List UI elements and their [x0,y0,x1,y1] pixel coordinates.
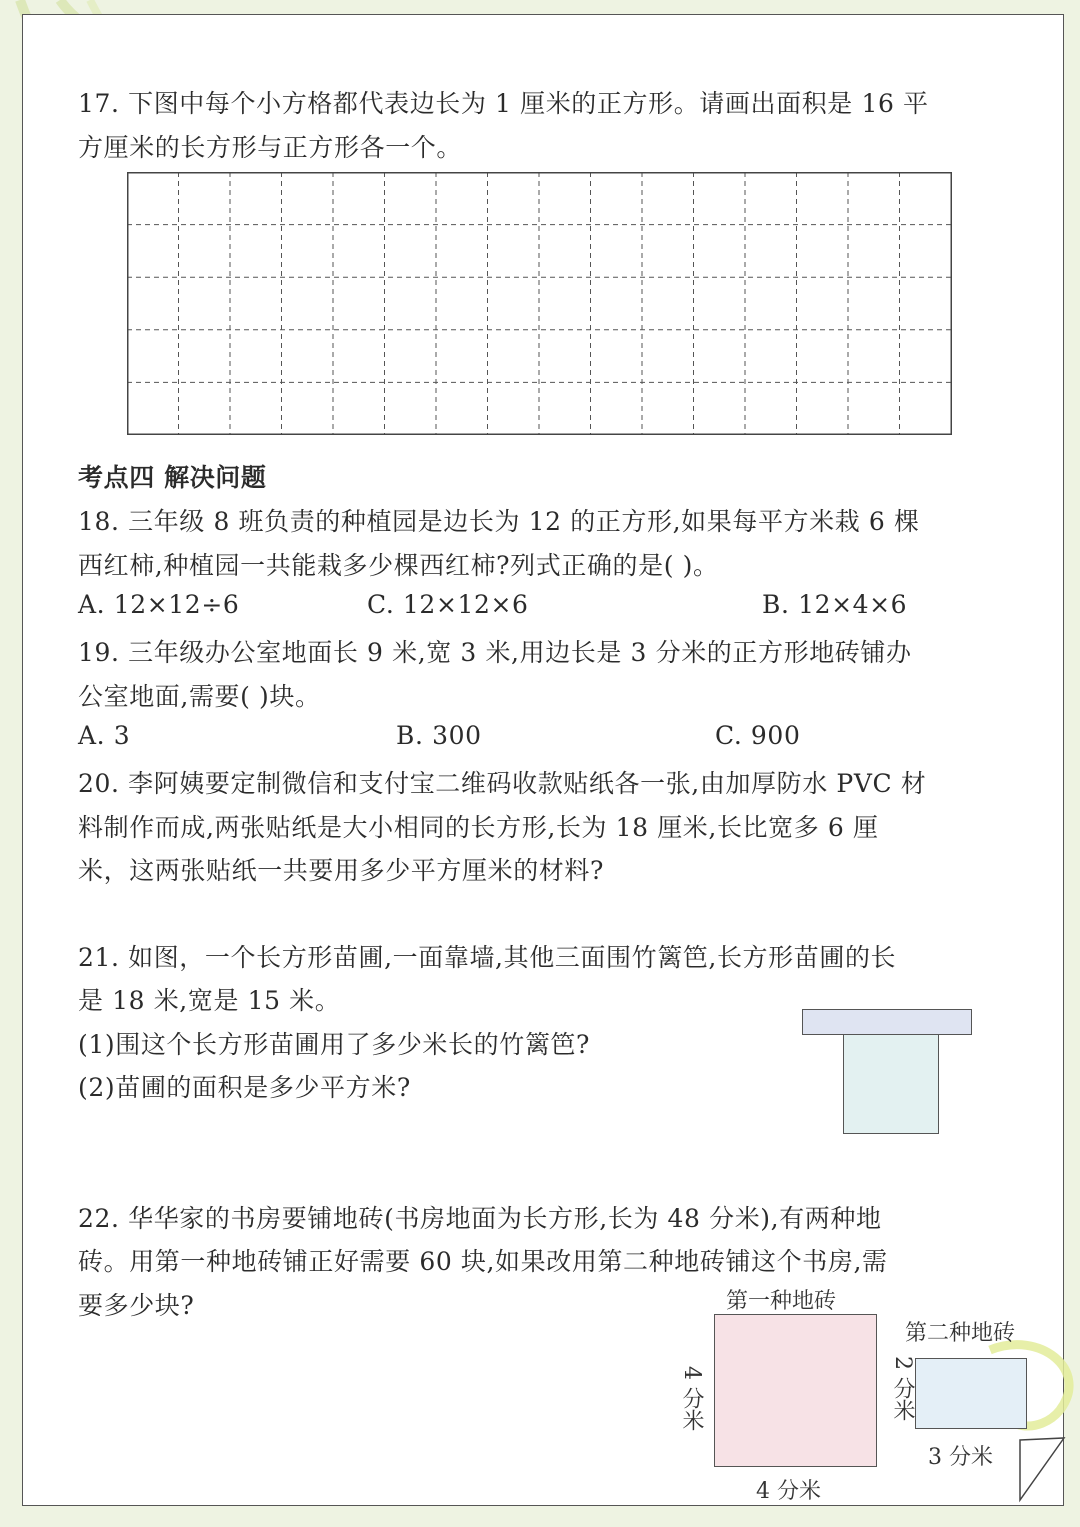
q18-option-c[interactable]: C. 12×12×6 [367,590,529,619]
tile1-bottom-label: 4 分米 [756,1479,821,1504]
q21-line-1: 21. 如图，一个长方形苗圃,一面靠墙,其他三面围竹篱笆,长方形苗圃的长 [78,943,897,972]
tile2-title: 第二种地砖 [905,1321,1016,1346]
nursery-rectangle [843,1035,939,1134]
q22-line-3: 要多少块? [78,1291,195,1320]
q18-line-2: 西红柿,种植园一共能栽多少棵西红柿?列式正确的是( )。 [78,551,719,580]
tile2-rectangle [915,1358,1027,1429]
section-heading: 考点四 解决问题 [78,463,267,492]
tile1-title: 第一种地砖 [726,1289,837,1314]
q20-line-1: 20. 李阿姨要定制微信和支付宝二维码收款贴纸各一张,由加厚防水 PVC 材 [78,769,927,798]
tile1-side-label: 4 分米 [679,1366,704,1431]
q19-option-a[interactable]: A. 3 [78,721,131,750]
q18-line-1: 18. 三年级 8 班负责的种植园是边长为 12 的正方形,如果每平方米栽 6 棵 [78,507,920,536]
q21-subquestion-2: (2)苗圃的面积是多少平方米? [78,1073,411,1102]
q19-line-2: 公室地面,需要( )块。 [78,682,321,711]
q20-line-2: 料制作而成,两张贴纸是大小相同的长方形,长为 18 厘米,长比宽多 6 厘 [78,813,879,842]
square-grid[interactable] [127,172,952,435]
tile1-square [714,1314,877,1467]
q19-option-c[interactable]: C. 900 [715,721,801,750]
q17-line-1: 17. 下图中每个小方格都代表边长为 1 厘米的正方形。请画出面积是 16 平 [78,89,929,118]
q18-option-a[interactable]: A. 12×12÷6 [78,590,240,619]
q21-subquestion-1: (1)围这个长方形苗圃用了多少米长的竹篱笆? [78,1030,591,1059]
q22-line-2: 砖。用第一种地砖铺正好需要 60 块,如果改用第二种地砖铺这个书房,需 [78,1247,888,1276]
q19-option-b[interactable]: B. 300 [396,721,482,750]
q20-line-3: 米，这两张贴纸一共要用多少平方厘米的材料? [78,856,605,885]
q22-line-1: 22. 华华家的书房要铺地砖(书房地面为长方形,长为 48 分米),有两种地 [78,1204,882,1233]
q19-line-1: 19. 三年级办公室地面长 9 米,宽 3 米,用边长是 3 分米的正方形地砖铺办 [78,638,912,667]
q21-line-2: 是 18 米,宽是 15 米。 [78,986,341,1015]
tile2-side-label: 2 分米 [890,1356,915,1421]
tile2-bottom-label: 3 分米 [928,1445,993,1470]
q18-option-b[interactable]: B. 12×4×6 [762,590,908,619]
q17-line-2: 方厘米的长方形与正方形各一个。 [78,133,463,162]
wall-shape [802,1009,972,1035]
